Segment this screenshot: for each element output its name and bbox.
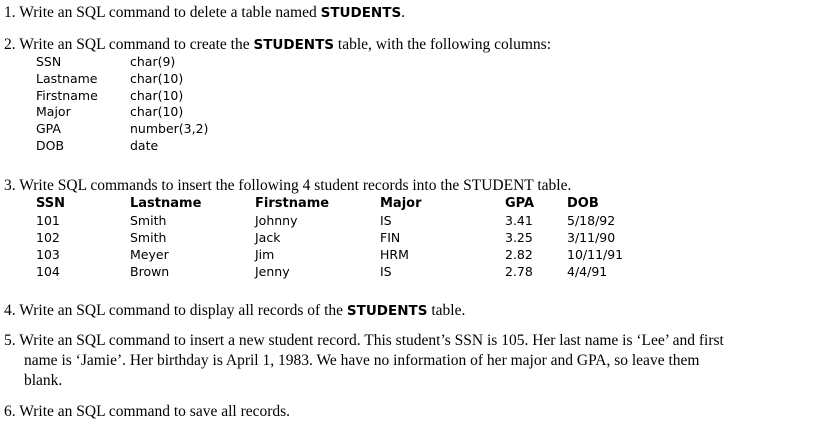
question-5 (4, 331, 724, 351)
column-type: date (130, 138, 159, 153)
column-name: Lastname (36, 71, 98, 86)
table-cell: Smith (130, 230, 167, 245)
question-number: 6. (4, 403, 16, 420)
question-text-end: table. (427, 302, 466, 319)
table-header: Lastname (130, 196, 202, 211)
table-header: SSN (36, 196, 66, 211)
table-cell: Brown (130, 264, 170, 279)
column-type: number(3,2) (130, 121, 209, 136)
table-cell: 3.41 (505, 213, 533, 228)
question-number: 5. (4, 332, 16, 349)
table-cell: IS (380, 264, 392, 279)
question-5-line2 (24, 351, 699, 371)
table-name-keyword: STUDENTS (320, 5, 402, 21)
column-type: char(10) (130, 104, 184, 119)
question-1 (4, 3, 405, 23)
column-type: char(9) (130, 54, 176, 69)
table-cell: 5/18/92 (567, 213, 616, 228)
table-cell: 10/11/91 (567, 247, 624, 262)
question-5-line3 (24, 371, 62, 391)
table-name-keyword: STUDENTS (346, 303, 428, 319)
table-cell: Johnny (255, 213, 298, 228)
table-name-keyword: STUDENTS (253, 37, 335, 53)
question-text: Write an SQL command to display all records of the (19, 302, 347, 319)
table-header: Major (380, 196, 422, 211)
question-4 (4, 301, 465, 321)
question-text-line1: Write an SQL command to insert a new student record. This student’s SSN is 105. Her last name is ‘Lee’ and first (19, 332, 724, 349)
question-number: 4. (4, 302, 16, 319)
question-text: Write an SQL command to delete a table named (19, 4, 321, 21)
question-text-end: table, with the following columns: (334, 36, 552, 53)
table-cell: 3/11/90 (567, 230, 616, 245)
table-cell: Meyer (130, 247, 169, 262)
column-name: GPA (36, 121, 61, 136)
question-text-line3: blank. (24, 372, 63, 389)
table-cell: Jim (255, 247, 275, 262)
question-text: Write an SQL command to save all records. (19, 403, 291, 420)
column-type: char(10) (130, 71, 184, 86)
question-text-line2: name is ‘Jamie’. Her birthday is April 1, 1983. We have no information of her major and GPA, so leave them (24, 352, 700, 369)
question-number: 1. (4, 4, 16, 21)
table-cell: Jack (255, 230, 281, 245)
table-cell: 101 (36, 213, 60, 228)
table-cell: 2.82 (505, 247, 533, 262)
table-cell: IS (380, 213, 392, 228)
question-number: 3. (4, 177, 16, 194)
table-cell: 3.25 (505, 230, 533, 245)
question-3 (4, 176, 571, 196)
column-name: DOB (36, 138, 65, 153)
table-cell: HRM (380, 247, 409, 262)
column-type: char(10) (130, 88, 184, 103)
table-cell: 104 (36, 264, 60, 279)
question-number: 2. (4, 36, 16, 53)
question-text: Write an SQL command to create the (19, 36, 254, 53)
table-cell: 4/4/91 (567, 264, 608, 279)
question-text-end: . (401, 4, 406, 21)
question-2 (4, 35, 551, 55)
question-text: Write SQL commands to insert the following 4 student records into the STUDENT table. (19, 177, 572, 194)
table-cell: 103 (36, 247, 60, 262)
table-cell: FIN (380, 230, 401, 245)
column-name: Major (36, 104, 71, 119)
table-cell: Smith (130, 213, 167, 228)
table-cell: Jenny (255, 264, 290, 279)
table-header: DOB (567, 196, 599, 211)
table-header: GPA (505, 196, 535, 211)
table-header: Firstname (255, 196, 330, 211)
table-cell: 102 (36, 230, 60, 245)
column-name: SSN (36, 54, 62, 69)
table-cell: 2.78 (505, 264, 533, 279)
question-6 (4, 402, 290, 422)
column-name: Firstname (36, 88, 98, 103)
